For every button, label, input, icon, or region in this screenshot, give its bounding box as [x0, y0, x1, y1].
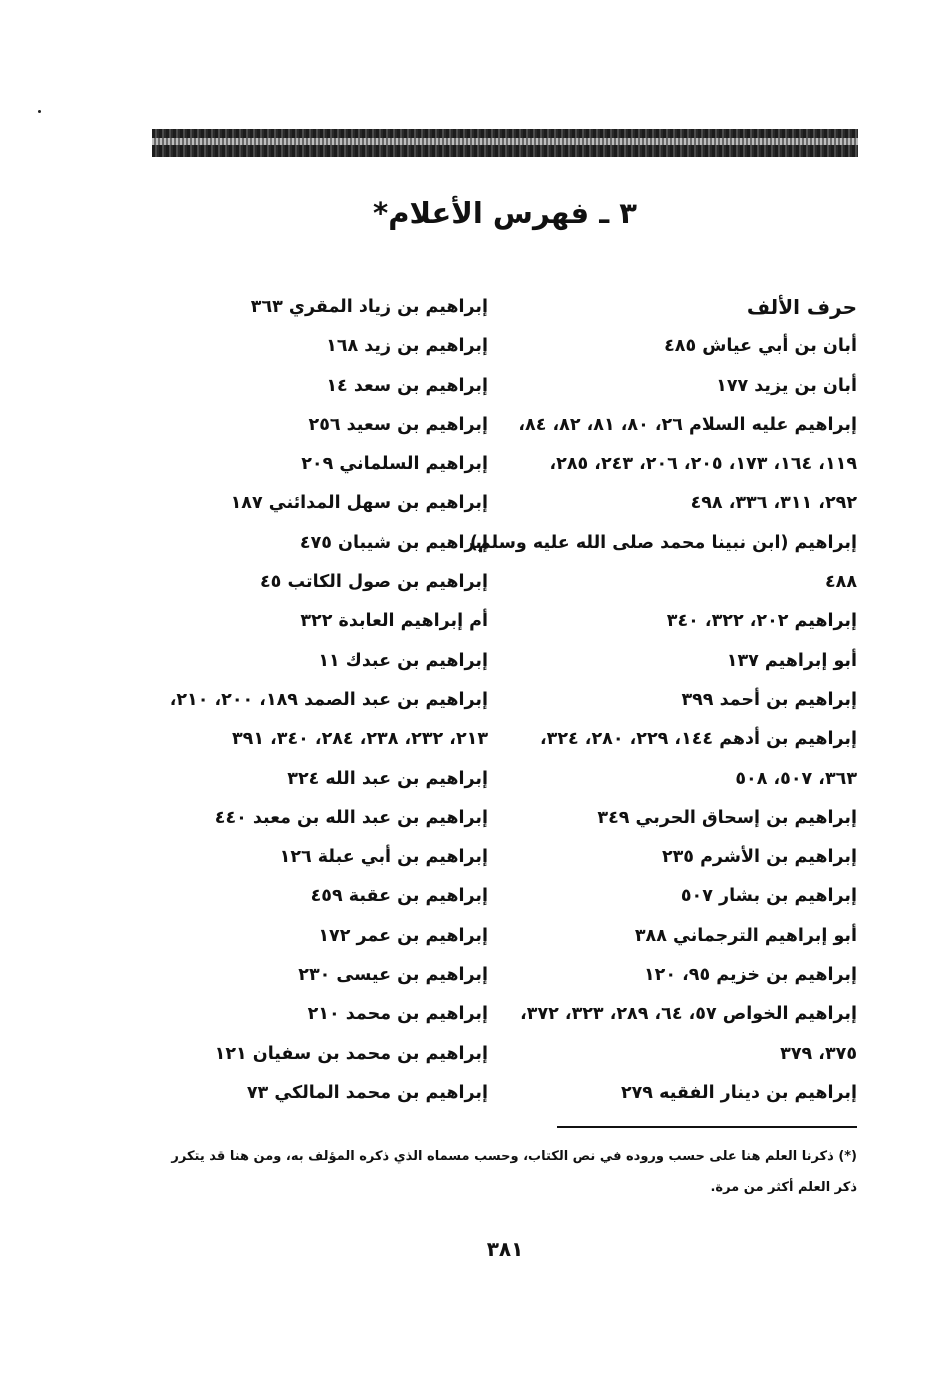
index-entry: ٢٩٢، ٣١١، ٣٣٦، ٤٩٨ [690, 493, 857, 514]
index-entry: إبراهيم بن بشار ٥٠٧ [680, 886, 857, 907]
footnote: (*) ذكرنا العلم هنا على حسب وروده في نص الكتاب، وحسب مسماه الذي ذكره المؤلف به، ومن هنا قد يتكرر ذكر العلم أكثر من مرة. [171, 1149, 857, 1195]
index-entry: أم إبراهيم العابدة ٣٢٢ [300, 611, 488, 632]
index-entry: إبراهيم بن أدهم ١٤٤، ٢٢٩، ٢٨٠، ٣٢٤، [540, 729, 857, 750]
index-entry: إبراهيم الخواص ٥٧، ٦٤، ٢٨٩، ٣٢٣، ٣٧٢، [520, 1004, 857, 1025]
index-entry: إبراهيم بن صول الكاتب ٤٥ [260, 572, 488, 593]
index-entry: إبراهيم ٢٠٢، ٣٢٢، ٣٤٠ [666, 611, 857, 632]
section-heading: حرف الألف [746, 295, 857, 319]
index-entry: إبراهيم بن أبي عبلة ١٢٦ [279, 847, 488, 868]
index-entry: إبراهيم بن عيسى ٢٣٠ [298, 965, 488, 986]
index-entry: إبراهيم عليه السلام ٢٦، ٨٠، ٨١، ٨٢، ٨٤، [518, 414, 857, 435]
index-entry: ٤٨٨ [824, 572, 857, 593]
index-column-right [469, 288, 857, 1113]
index-entry: أبان بن أبي عياش ٤٨٥ [664, 336, 857, 357]
index-entry: إبراهيم بن سعيد ٢٥٦ [308, 414, 488, 435]
index-entry: إبراهيم بن الأشرم ٢٣٥ [661, 847, 857, 868]
decorative-header-bar [152, 129, 858, 157]
index-entry: إبراهيم بن عمر ١٧٢ [318, 925, 488, 946]
page-title: ٣ ـ فهرس الأعلام* [373, 196, 637, 230]
index-entry: إبراهيم بن محمد بن سفيان ١٢١ [214, 1043, 488, 1064]
footnote-divider [557, 1126, 857, 1128]
index-entry: إبراهيم بن زياد المقري ٣٦٣ [250, 297, 488, 317]
index-entry: إبراهيم السلماني ٢٠٩ [301, 454, 488, 475]
page-number: ٣٨١ [486, 1237, 524, 1261]
index-entry: إبراهيم بن شيبان ٤٧٥ [299, 532, 488, 553]
index-entry: إبراهيم بن سعد ١٤ [326, 375, 488, 396]
index-entry: إبراهيم بن زيد ١٦٨ [326, 336, 488, 357]
index-entry: ٣٧٥، ٣٧٩ [780, 1043, 857, 1064]
index-entry: إبراهيم بن عبدك ١١ [318, 650, 488, 671]
index-entry: إبراهيم بن دينار الفقيه ٢٧٩ [620, 1082, 857, 1103]
index-entry: ٢١٣، ٢٣٢، ٢٣٨، ٢٨٤، ٣٤٠، ٣٩١ [231, 729, 488, 750]
index-entry: أبان بن يزيد ١٧٧ [716, 375, 857, 396]
index-entry: ١١٩، ١٦٤، ١٧٣، ٢٠٥، ٢٠٦، ٢٤٣، ٢٨٥، [549, 454, 857, 475]
index-entry: إبراهيم (ابن نبينا محمد صلى الله عليه وسلم) [469, 532, 857, 553]
index-entry: إبراهيم بن عبد الصمد ١٨٩، ٢٠٠، ٢١٠، [169, 689, 488, 710]
index-entry: إبراهيم بن إسحاق الحربي ٣٤٩ [597, 807, 857, 828]
index-entry: إبراهيم بن أحمد ٣٩٩ [681, 689, 857, 710]
index-entry: ٣٦٣، ٥٠٧، ٥٠٨ [735, 768, 857, 789]
index-entry: إبراهيم بن سهل المدائني ١٨٧ [230, 493, 488, 514]
index-entry: أبو إبراهيم ١٣٧ [726, 650, 857, 671]
index-entry: إبراهيم بن محمد المالكي ٧٣ [246, 1082, 488, 1103]
index-entry: إبراهيم بن محمد ٢١٠ [307, 1004, 488, 1025]
index-entry: إبراهيم بن عبد الله بن معبد ٤٤٠ [214, 807, 488, 828]
index-entry: إبراهيم بن عبد الله ٣٢٤ [287, 768, 488, 789]
index-entry: أبو إبراهيم الترجماني ٣٨٨ [634, 925, 857, 946]
index-entry: إبراهيم بن خزيم ٩٥، ١٢٠ [643, 965, 857, 986]
index-column-left [128, 288, 488, 1113]
scan-speck [38, 110, 41, 113]
index-entry: إبراهيم بن عقبة ٤٥٩ [310, 886, 488, 907]
